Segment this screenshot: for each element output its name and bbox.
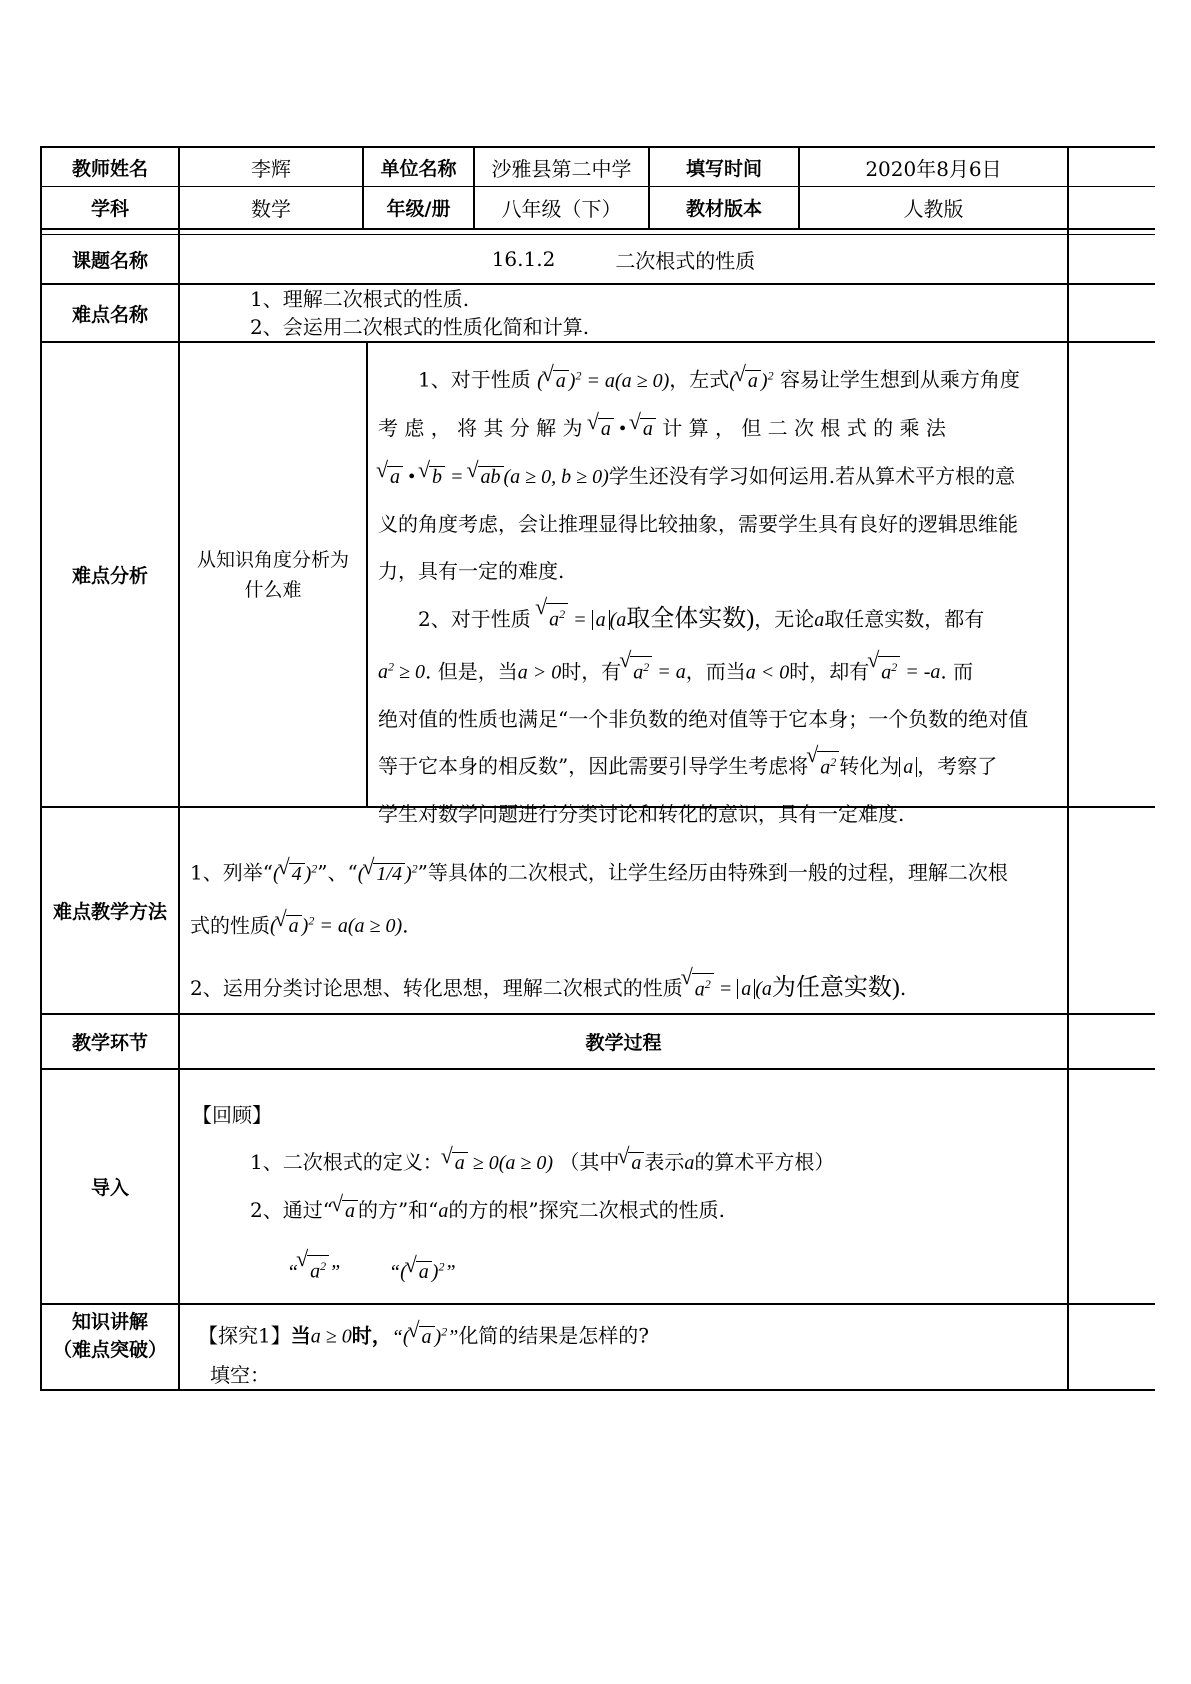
topic-label: 课题名称 xyxy=(71,249,148,272)
grade-label: 年级/册 xyxy=(386,198,451,220)
edition-value: 人教版 xyxy=(903,197,964,221)
formula-sqrt-a-product: √ a • √ a xyxy=(589,418,656,440)
topic-title: 二次根式的性质 xyxy=(615,248,756,273)
knowledge-label: 知识讲解 （难点突破） xyxy=(52,1311,167,1361)
method-text: 1、列举“(√ 4 )$^2$”、“(√ 1/4 )$^2$”等具体的二次根式，让学生经历由特殊到一般的过程，理解二次根 式的性质(√ a )$^2$ = a(a ≥ 0). 2、运用分类讨论思想、转化思想，理解二次根式的性质√ $a^2 = a$ (a为任意实数). xyxy=(190,815,1060,1013)
difficulty-item: 1、理解二次根式的性质. xyxy=(250,287,470,311)
formula-sqrt-of-a-squared: √ $a^2 = a$ (a xyxy=(537,609,626,631)
formula-a-squared-nonneg: $a^2 \ge 0$ xyxy=(378,659,425,684)
example-sqrt-4: (√ 4 )$^2$ xyxy=(273,863,317,885)
difficulty-list xyxy=(250,285,589,341)
table-border-right xyxy=(1067,146,1069,1391)
row-divider xyxy=(42,1068,1155,1070)
formula-sqrt-a-squared: (√ a )$^2$ = a(a ≥ 0) xyxy=(537,370,669,392)
teacher-label: 教师姓名 xyxy=(71,157,148,180)
unit-label: 单位名称 xyxy=(380,157,457,180)
process-label: 教学环节 xyxy=(71,1032,148,1054)
difficulty-label: 难点名称 xyxy=(71,303,148,326)
knowledge-text: 【探究1】当a ≥ 0时，“(√ a )$^2$”化简的结果是怎样的? 填空： xyxy=(198,1312,1058,1394)
date-label: 填写时间 xyxy=(685,157,762,180)
row-divider xyxy=(42,1303,1155,1305)
analysis-sub-label: 从知识角度分析为什么难 xyxy=(196,548,349,601)
column-divider xyxy=(178,146,180,1391)
definition-formula: √ a ≥ 0(a ≥ 0) xyxy=(443,1152,553,1174)
edition-label: 教材版本 xyxy=(685,198,762,220)
formula-sqrt-a-squared: (√ a )$^2$ xyxy=(729,370,773,392)
topic-number: 16.1.2 xyxy=(491,247,556,271)
teacher-name: 李辉 xyxy=(251,156,291,181)
analysis-text: 1、对于性质 (√ a )$^2$ = a(a ≥ 0)，左式(√ a )$^2$ 容易让学生想到从乘方角度 考 虑 ， 将 其 分 解 为 √ a • √ a 计 算 ， 但 二 次 根 式 的 乘 法 √ a • √ b = √ ab (a ≥ 0, b ≥ 0)学生还没有学习如何运用.若从算术平方根的意 义的角度考虑，会让推理显得比较抽象，需要学生具有良好的逻辑思维能 力，具有一定的难度. 2、对于性质 √ $a^2 = a$ (a取全体实数)，无论a取任意实数，都有 $a^2 \ge 0$. 但是，当a > 0时，有√ $a^2 = a$，而当a < 0时，却有√ $a^2 = -a$. 而 绝对值的性质也满足“一个非负数的绝对值等于它本身；一个负数的绝对值 等于它本身的相反数”，因此需要引导学生考虑将√ $a^2$ 转化为 a ，考察了 学生对数学问题进行分类讨论和转化的意识，具有一定难度. xyxy=(378,352,1058,838)
intro-text: 【回顾】 1、二次根式的定义：√ a ≥ 0(a ≥ 0) （其中√ a 表示a的算术平方根） 2、通过“√ a 的方”和“a的方的根”探究二次根式的性质. “√ $a^2$ ” “(√ a )$^2$” xyxy=(192,1092,1052,1296)
analysis-label: 难点分析 xyxy=(71,565,148,587)
unit-name: 沙雅县第二中学 xyxy=(491,156,632,181)
expression-sqrt-a-squared: “√ $a^2$ ” xyxy=(287,1261,340,1283)
process-title: 教学过程 xyxy=(585,1032,662,1054)
expression-sqrt-a-then-squared: “(√ a )$^2$” xyxy=(389,1261,456,1283)
subject-value: 数学 xyxy=(251,197,291,221)
row-divider xyxy=(42,228,1155,230)
topic-value xyxy=(180,235,1067,283)
method-label: 难点教学方法 xyxy=(52,901,167,923)
formula-sqrt-multiplication: √ a • √ b = √ ab (a ≥ 0, b ≥ 0) xyxy=(378,466,609,488)
intro-label: 导入 xyxy=(90,1177,129,1199)
grade-value: 八年级（下） xyxy=(501,197,622,221)
date-value: 2020年8月6日 xyxy=(865,156,1002,181)
example-sqrt-quarter: (√ 1/4 )$^2$ xyxy=(358,863,418,885)
column-divider xyxy=(366,343,368,808)
row-divider xyxy=(42,283,1155,285)
difficulty-item: 2、会运用二次根式的性质化简和计算. xyxy=(250,315,590,339)
subject-label: 学科 xyxy=(90,198,129,220)
